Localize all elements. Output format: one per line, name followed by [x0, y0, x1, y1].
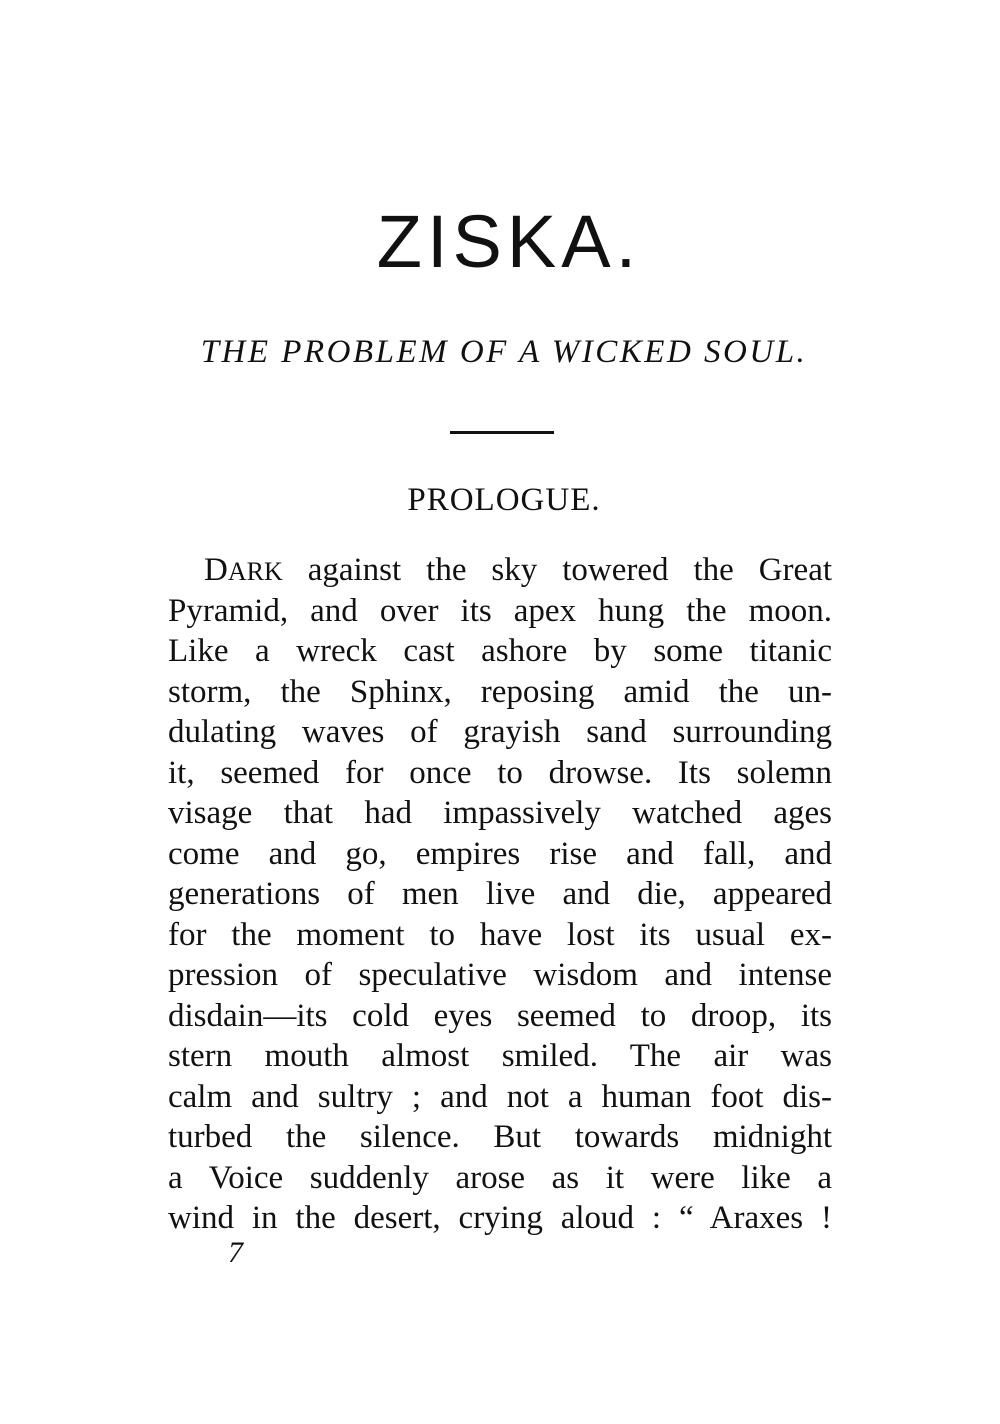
text-line: stern mouth almost smiled. The air was — [168, 1038, 832, 1074]
text-line: disdain—its cold eyes seemed to droop, its — [168, 997, 832, 1034]
text-line: storm, the Sphinx, reposing amid the un- — [168, 673, 832, 710]
text-line: visage that had impassively watched ages — [168, 795, 832, 831]
text-line: generations of men live and die, appeared — [168, 876, 832, 912]
prologue-text — [168, 550, 832, 1239]
text-line: it, seemed for once to drowse. Its solemn — [168, 754, 832, 791]
text-line: Pyramid, and over its apex hung the moon. — [168, 592, 832, 629]
text-line-1: DARK against the sky towered the Great — [204, 552, 833, 588]
text-line: wind in the desert, crying aloud : “ Araxes ! — [168, 1200, 832, 1236]
book-title: ZISKA. — [376, 200, 642, 283]
text-line: come and go, empires rise and fall, and — [168, 835, 832, 872]
book-subtitle: THE PROBLEM OF A WICKED SOUL. — [200, 334, 808, 370]
title-divider — [450, 431, 554, 434]
text-line: Like a wreck cast ashore by some titanic — [168, 633, 832, 669]
text-line: a Voice suddenly arose as it were like a — [168, 1159, 832, 1196]
text-line: calm and sultry ; and not a human foot dis- — [168, 1078, 832, 1115]
text-line: turbed the silence. But towards midnight — [168, 1119, 832, 1155]
small-caps-opening: DARK — [204, 552, 283, 588]
section-heading: PROLOGUE. — [407, 482, 601, 518]
text-line: pression of speculative wisdom and intense — [168, 957, 832, 993]
text-line: for the moment to have lost its usual ex- — [168, 916, 832, 953]
page-number: 7 — [228, 1236, 243, 1269]
text-line: dulating waves of grayish sand surrounding — [168, 714, 832, 750]
